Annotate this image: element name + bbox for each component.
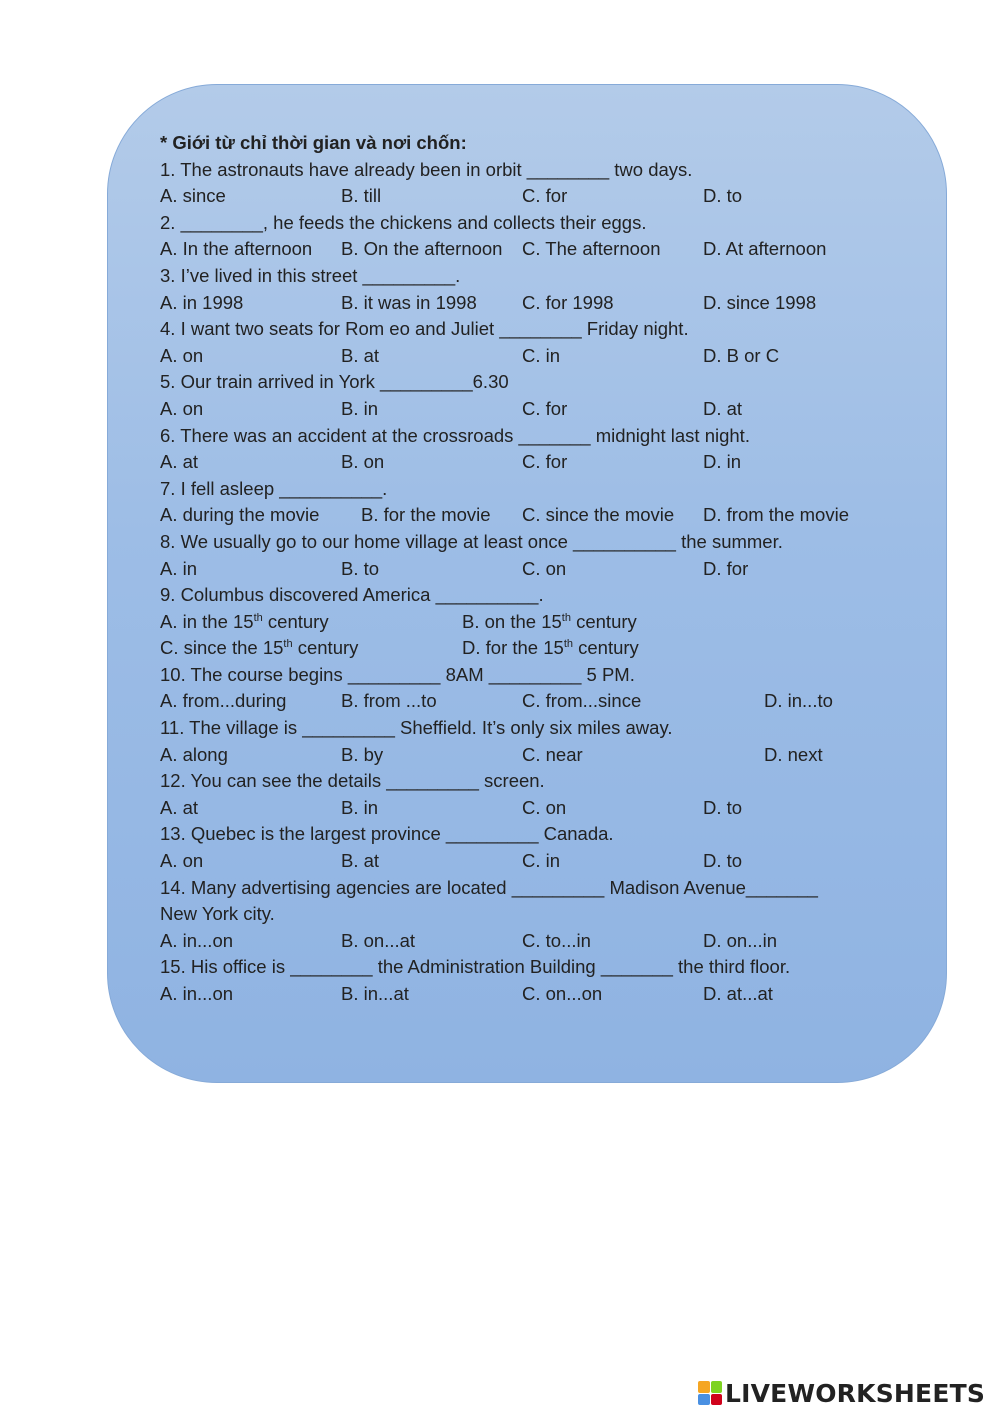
option-b[interactable]: B. on — [341, 451, 385, 473]
question-11: 11. The village is _________ Sheffield. It’s only six miles away. — [160, 717, 673, 739]
options-11 — [160, 742, 900, 769]
option-a[interactable]: A. since — [160, 185, 226, 207]
option-a[interactable]: A. along — [160, 743, 228, 765]
options-13 — [160, 848, 900, 875]
option-c[interactable]: C. for — [522, 185, 568, 207]
option-b[interactable]: B. it was in 1998 — [341, 291, 477, 313]
liveworksheets-logo[interactable] — [698, 1378, 985, 1408]
options-1 — [160, 183, 900, 210]
option-a[interactable]: A. In the afternoon — [160, 238, 313, 260]
options-15 — [160, 981, 900, 1008]
question-7: 7. I fell asleep __________. — [160, 477, 388, 499]
option-d[interactable]: D. to — [703, 850, 743, 872]
option-c[interactable]: C. since the movie — [522, 504, 675, 526]
logo-block — [711, 1381, 723, 1393]
section-heading: * Giới từ chỉ thời gian và nơi chốn: — [160, 132, 467, 153]
option-c[interactable]: C. The afternoon — [522, 238, 661, 260]
option-c[interactable]: C. in — [522, 850, 561, 872]
option-d[interactable]: D. since 1998 — [703, 291, 817, 313]
option-d[interactable]: D. B or C — [703, 344, 780, 366]
option-c[interactable]: C. for 1998 — [522, 291, 614, 313]
option-d[interactable]: D. for — [703, 557, 749, 579]
question-2: 2. ________, he feeds the chickens and collects their eggs. — [160, 211, 647, 233]
option-b[interactable]: B. On the afternoon — [341, 238, 503, 260]
option-b[interactable]: B. on...at — [341, 929, 416, 951]
question-14: 14. Many advertising agencies are located _________ Madison Avenue_______ — [160, 876, 818, 898]
option-a[interactable]: A. on — [160, 850, 204, 872]
option-c[interactable]: C. for — [522, 397, 568, 419]
option-d[interactable]: D. in...to — [764, 690, 833, 712]
option-a[interactable]: A. in 1998 — [160, 291, 244, 313]
question-9: 9. Columbus discovered America __________. — [160, 584, 544, 606]
question-12: 12. You can see the details _________ screen. — [160, 770, 545, 792]
options-9-row1 — [160, 609, 900, 636]
option-d[interactable]: D. at — [703, 397, 743, 419]
question-6: 6. There was an accident at the crossroads _______ midnight last night. — [160, 424, 750, 446]
logo-blocks-icon — [698, 1381, 722, 1405]
options-12 — [160, 795, 900, 822]
option-a[interactable]: A. during the movie — [160, 504, 320, 526]
option-a[interactable]: A. at — [160, 796, 199, 818]
option-c[interactable]: C. on...on — [522, 983, 603, 1004]
option-a[interactable]: A. on — [160, 344, 204, 366]
option-c[interactable]: C. from...since — [522, 690, 642, 712]
option-d[interactable]: D. next — [764, 743, 823, 765]
option-b[interactable]: B. at — [341, 344, 380, 366]
option-b[interactable]: B. from ...to — [341, 690, 437, 712]
option-b[interactable]: B. at — [341, 850, 380, 872]
logo-text: LIVEWORKSHEETS — [725, 1378, 986, 1408]
question-5: 5. Our train arrived in York _________6.30 — [160, 371, 509, 393]
options-14 — [160, 928, 900, 955]
option-b[interactable]: B. by — [341, 743, 384, 765]
options-5 — [160, 396, 900, 423]
logo-block — [711, 1394, 723, 1406]
question-1: 1. The astronauts have already been in orbit ________ two days. — [160, 158, 693, 180]
option-d[interactable]: D. on...in — [703, 929, 778, 951]
option-d[interactable]: D. for the 15th century — [462, 637, 639, 659]
option-b[interactable]: B. in — [341, 397, 379, 419]
option-d[interactable]: D. in — [703, 451, 742, 473]
option-b[interactable]: B. for the movie — [361, 504, 491, 526]
question-10: 10. The course begins _________ 8AM _________ 5 PM. — [160, 663, 635, 685]
options-3 — [160, 290, 900, 317]
option-c[interactable]: C. for — [522, 451, 568, 473]
question-4: 4. I want two seats for Rom eo and Juliet ________ Friday night. — [160, 318, 689, 340]
options-8 — [160, 556, 900, 583]
option-d[interactable]: D. from the movie — [703, 504, 849, 526]
options-7 — [160, 502, 900, 529]
option-a[interactable]: A. in the 15th century — [160, 610, 329, 632]
options-4 — [160, 343, 900, 370]
option-d[interactable]: D. to — [703, 796, 743, 818]
question-3: 3. I’ve lived in this street _________. — [160, 264, 461, 286]
option-a[interactable]: A. on — [160, 397, 204, 419]
options-10 — [160, 688, 900, 715]
options-9-row2 — [160, 635, 900, 662]
option-a[interactable]: A. in...on — [160, 983, 234, 1004]
option-a[interactable]: A. in — [160, 557, 198, 579]
option-b[interactable]: B. in — [341, 796, 379, 818]
option-a[interactable]: A. at — [160, 451, 199, 473]
option-a[interactable]: A. in...on — [160, 929, 234, 951]
option-c[interactable]: C. since the 15th century — [160, 637, 359, 659]
question-13: 13. Quebec is the largest province _________ Canada. — [160, 823, 614, 845]
options-2 — [160, 236, 900, 263]
options-6 — [160, 449, 900, 476]
option-d[interactable]: D. at...at — [703, 983, 773, 1004]
question-14-continued: New York city. — [160, 903, 275, 925]
option-b[interactable]: B. to — [341, 557, 380, 579]
question-15: 15. His office is ________ the Administration Building _______ the third floor. — [160, 956, 791, 978]
option-b[interactable]: B. in...at — [341, 983, 409, 1004]
option-d[interactable]: D. At afternoon — [703, 238, 827, 260]
option-c[interactable]: C. on — [522, 557, 567, 579]
option-c[interactable]: C. to...in — [522, 929, 591, 951]
option-d[interactable]: D. to — [703, 185, 743, 207]
option-c[interactable]: C. in — [522, 344, 561, 366]
logo-block — [698, 1394, 710, 1406]
option-b[interactable]: B. till — [341, 185, 382, 207]
option-b[interactable]: B. on the 15th century — [462, 610, 637, 632]
option-c[interactable]: C. on — [522, 796, 567, 818]
question-8: 8. We usually go to our home village at least once __________ the summer. — [160, 530, 783, 552]
worksheet-content — [160, 130, 900, 1008]
option-c[interactable]: C. near — [522, 743, 583, 765]
logo-block — [698, 1381, 710, 1393]
option-a[interactable]: A. from...during — [160, 690, 287, 712]
